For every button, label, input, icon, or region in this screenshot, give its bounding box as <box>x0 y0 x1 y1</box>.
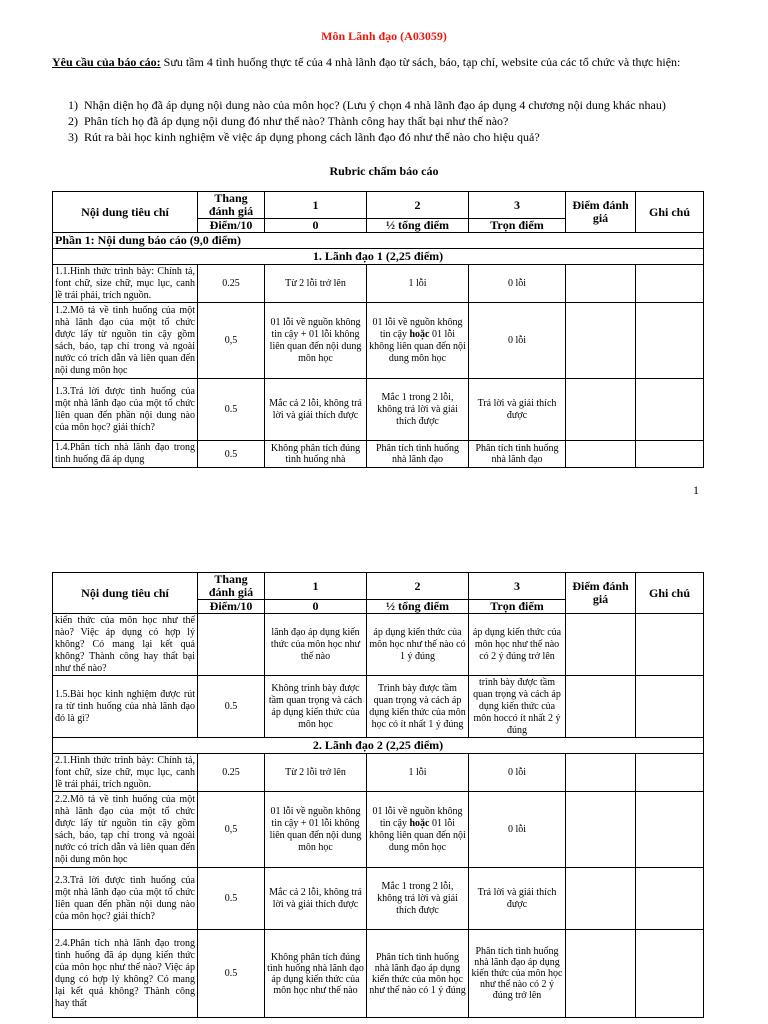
grade-cell <box>566 792 636 868</box>
table-row <box>53 303 704 379</box>
list-number: 2) <box>68 114 78 128</box>
level-3-cell: 0 lỗi <box>469 792 566 868</box>
score-cell: 0.25 <box>198 265 265 303</box>
header-level-1-sub: 0 <box>265 600 367 614</box>
grade-cell <box>566 303 636 379</box>
criteria-cell: 2.4.Phân tích nhà lãnh đạo trong tình huống đã áp dụng kiến thức của môn học như thế nào? Việc áp dụng có hợp lý không? Có mang lại kết quả không? Thành công hay thất <box>53 930 198 1018</box>
header-scale: Thang đánh giá <box>198 192 265 219</box>
rubric-table <box>52 191 704 468</box>
score-cell: 0.5 <box>198 676 265 738</box>
grade-cell <box>566 441 636 468</box>
list-item <box>68 129 704 145</box>
list-number: 1) <box>68 98 78 112</box>
header-notes: Ghi chú <box>636 192 704 233</box>
document-page-2 <box>0 565 768 1024</box>
level-2-cell: áp dụng kiến thức của môn học như thế nào có 1 ý đúng <box>367 614 469 676</box>
level-2-cell: Mắc 1 trong 2 lỗi, không trả lời và giải thích được <box>367 379 469 441</box>
criteria-cell: 1.1.Hình thức trình bày: Chính tả, font chữ, size chữ, mục lục, canh lề trái phải, trích nguồn. <box>53 265 198 303</box>
leader-row <box>53 249 704 265</box>
document-page-1 <box>0 0 768 510</box>
level-2-cell <box>367 303 469 379</box>
level-1-cell: Từ 2 lỗi trở lên <box>265 265 367 303</box>
list-text: Rút ra bài học kinh nghiệm về việc áp dụng phong cách lãnh đạo đó như thế nào cho hiệu quả? <box>84 130 540 144</box>
table-row <box>53 441 704 468</box>
level-1-cell: Không trình bày được tầm quan trọng và cách áp dụng kiến thức của môn học <box>265 676 367 738</box>
header-criteria: Nội dung tiêu chí <box>53 573 198 614</box>
grade-cell <box>566 676 636 738</box>
header-level-2-sub: ½ tổng điểm <box>367 219 469 233</box>
header-level-1-sub: 0 <box>265 219 367 233</box>
header-criteria: Nội dung tiêu chí <box>53 192 198 233</box>
level-1-cell: Không phân tích đúng tình huống nhà lãnh đạo áp dụng kiến thức của môn học như thế nào <box>265 930 367 1018</box>
leader-row <box>53 738 704 754</box>
section-row <box>53 233 704 249</box>
list-item <box>68 97 704 113</box>
grade-cell <box>566 754 636 792</box>
table-header-row <box>53 573 704 600</box>
score-cell: 0.25 <box>198 754 265 792</box>
header-level-3: 3 <box>469 192 566 219</box>
header-scale: Thang đánh giá <box>198 573 265 600</box>
requirements-label: Yêu cầu của báo cáo: <box>52 55 161 69</box>
document-title: Môn Lãnh đạo (A03059) <box>321 29 447 43</box>
grade-cell <box>566 614 636 676</box>
level-2-text: 01 lỗi không liên quan đến nội dung môn học <box>369 328 466 364</box>
level-3-cell: trình bày được tầm quan trọng và cách áp dụng kiến thức của môn hoccó ít nhất 2 ý đúng <box>469 676 566 738</box>
table-row <box>53 930 704 1018</box>
score-cell: 0,5 <box>198 303 265 379</box>
header-level-1: 1 <box>265 192 367 219</box>
table-row <box>53 868 704 930</box>
level-3-cell: 0 lỗi <box>469 754 566 792</box>
question-list <box>68 97 704 145</box>
notes-cell <box>636 868 704 930</box>
grade-cell <box>566 379 636 441</box>
grade-cell <box>566 930 636 1018</box>
level-3-cell: 0 lỗi <box>469 265 566 303</box>
notes-cell <box>636 754 704 792</box>
criteria-cell: 1.2.Mô tả về tình huống của một nhà lãnh đạo của một tổ chức được lấy từ nguồn tin cậy gồm sách, báo, tạp chí trong và ngoài nước có trích dẫn và liên quan đến nội dung môn học <box>53 303 198 379</box>
header-grade: Điểm đánh giá <box>566 192 636 233</box>
header-scale-unit: Điểm/10 <box>198 600 265 614</box>
level-3-cell: Phân tích tình huống nhà lãnh đạo <box>469 441 566 468</box>
level-2-cell: Mắc 1 trong 2 lỗi, không trả lời và giải thích được <box>367 868 469 930</box>
score-cell: 0.5 <box>198 930 265 1018</box>
level-2-cell <box>367 792 469 868</box>
table-row <box>53 614 704 676</box>
list-text: Nhận diện họ đã áp dụng nội dung nào của môn học? (Lưu ý chọn 4 nhà lãnh đạo áp dụng 4 chương nội dung khác nhau) <box>84 98 666 112</box>
score-cell <box>198 614 265 676</box>
table-row <box>53 676 704 738</box>
level-2-cell: Phân tích tình huống nhà lãnh đạo áp dụng kiến thức của môn học như thế nào có 1 ý đúng <box>367 930 469 1018</box>
notes-cell <box>636 614 704 676</box>
table-row <box>53 792 704 868</box>
header-grade: Điểm đánh giá <box>566 573 636 614</box>
level-2-text: 01 lỗi về nguồn không tin cậy <box>372 316 463 340</box>
criteria-cell: 1.5.Bài học kinh nghiệm được rút ra từ tình huống của nhà lãnh đạo đó là gì? <box>53 676 198 738</box>
level-2-cell: Trình bày được tầm quan trọng và cách áp dụng kiến thức của môn học có ít nhất 1 ý đúng <box>367 676 469 738</box>
requirements-text: Sưu tầm 4 tình huống thực tế của 4 nhà lãnh đạo từ sách, báo, tạp chí, website của các tổ chức và thực hiện: <box>160 55 681 69</box>
grade-cell <box>566 868 636 930</box>
level-2-cell: 1 lỗi <box>367 754 469 792</box>
leader-heading: 1. Lãnh đạo 1 (2,25 điểm) <box>53 249 704 265</box>
level-3-cell: Trả lời và giải thích được <box>469 868 566 930</box>
level-3-cell: 0 lỗi <box>469 303 566 379</box>
list-number: 3) <box>68 130 78 144</box>
level-1-cell: Từ 2 lỗi trở lên <box>265 754 367 792</box>
notes-cell <box>636 441 704 468</box>
rubric-title: Rubric chấm báo cáo <box>329 164 439 178</box>
header-level-3-sub: Trọn điểm <box>469 600 566 614</box>
score-cell: 0.5 <box>198 441 265 468</box>
leader-heading: 2. Lãnh đạo 2 (2,25 điểm) <box>53 738 704 754</box>
notes-cell <box>636 930 704 1018</box>
header-level-3-sub: Trọn điểm <box>469 219 566 233</box>
section-part-1: Phần 1: Nội dung báo cáo (9,0 điểm) <box>53 233 704 249</box>
notes-cell <box>636 792 704 868</box>
criteria-cell: 2.3.Trả lời được tình huống của một nhà lãnh đạo của một tổ chức liên quan đến phần nội dung nào của môn học? giải thích? <box>53 868 198 930</box>
level-1-cell: Không phân tích đúng tình huống nhà <box>265 441 367 468</box>
header-level-3: 3 <box>469 573 566 600</box>
criteria-cell: 1.3.Trả lời được tình huống của một nhà lãnh đạo của một tổ chức liên quan đến phần nội dung nào của môn học? giải thích? <box>53 379 198 441</box>
level-3-cell: Phân tích tình huống nhà lãnh đạo áp dụng kiến thức của môn học như thế nào có 2 ý đúng trở lên <box>469 930 566 1018</box>
table-row <box>53 379 704 441</box>
page-number: 1 <box>693 483 699 497</box>
header-level-2: 2 <box>367 192 469 219</box>
report-requirements <box>52 54 704 70</box>
notes-cell <box>636 265 704 303</box>
score-cell: 0,5 <box>198 792 265 868</box>
grade-cell <box>566 265 636 303</box>
rubric-table-continued <box>52 572 704 1018</box>
level-2-emphasis: hoặc <box>409 817 430 829</box>
level-1-cell: 01 lỗi về nguồn không tin cậy + 01 lỗi không liên quan đến nội dung môn học <box>265 792 367 868</box>
criteria-cell: 2.2.Mô tả về tình huống của một nhà lãnh đạo của một tổ chức được lấy từ nguồn tin cậy gồm sách, báo, tạp chí trong và ngoài nước có trích dẫn và liên quan đến nội dung môn học <box>53 792 198 868</box>
criteria-cell: 1.4.Phân tích nhà lãnh đạo trong tình huống đã áp dụng <box>53 441 198 468</box>
table-row <box>53 754 704 792</box>
list-text: Phân tích họ đã áp dụng nội dung đó như thế nào? Thành công hay thất bại như thế nào? <box>84 114 509 128</box>
level-1-cell: Mắc cả 2 lỗi, không trả lời và giải thích được <box>265 868 367 930</box>
level-1-cell: 01 lỗi về nguồn không tin cậy + 01 lỗi không liên quan đến nội dung môn học <box>265 303 367 379</box>
level-2-cell: 1 lỗi <box>367 265 469 303</box>
header-scale-unit: Điểm/10 <box>198 219 265 233</box>
header-level-2: 2 <box>367 573 469 600</box>
score-cell: 0.5 <box>198 379 265 441</box>
table-row <box>53 265 704 303</box>
criteria-cell: kiến thức của môn học như thế nào? Việc áp dụng có hợp lý không? Có mang lại kết quả không? Thành công hay thất bại như thế nào? <box>53 614 198 676</box>
header-level-1: 1 <box>265 573 367 600</box>
table-header-row <box>53 192 704 219</box>
list-item <box>68 113 704 129</box>
score-cell: 0.5 <box>198 868 265 930</box>
level-3-cell: áp dụng kiến thức của môn học như thế nào có 2 ý đúng trở lên <box>469 614 566 676</box>
level-2-text: 01 lỗi về nguồn không tin cậy <box>372 805 463 829</box>
level-2-emphasis: hoặc <box>409 328 430 340</box>
notes-cell <box>636 303 704 379</box>
level-3-cell: Trả lời và giải thích được <box>469 379 566 441</box>
level-1-cell: Mắc cả 2 lỗi, không trả lời và giải thích được <box>265 379 367 441</box>
header-notes: Ghi chú <box>636 573 704 614</box>
level-2-text: 01 lỗi không liên quan đến nội dung môn học <box>369 817 466 853</box>
notes-cell <box>636 676 704 738</box>
header-level-2-sub: ½ tổng điểm <box>367 600 469 614</box>
level-1-cell: lãnh đạo áp dụng kiến thức của môn học như thế nào <box>265 614 367 676</box>
level-2-cell: Phân tích tình huống nhà lãnh đạo <box>367 441 469 468</box>
notes-cell <box>636 379 704 441</box>
criteria-cell: 2.1.Hình thức trình bày: Chính tả, font chữ, size chữ, mục lục, canh lề trái phải, trích nguồn. <box>53 754 198 792</box>
